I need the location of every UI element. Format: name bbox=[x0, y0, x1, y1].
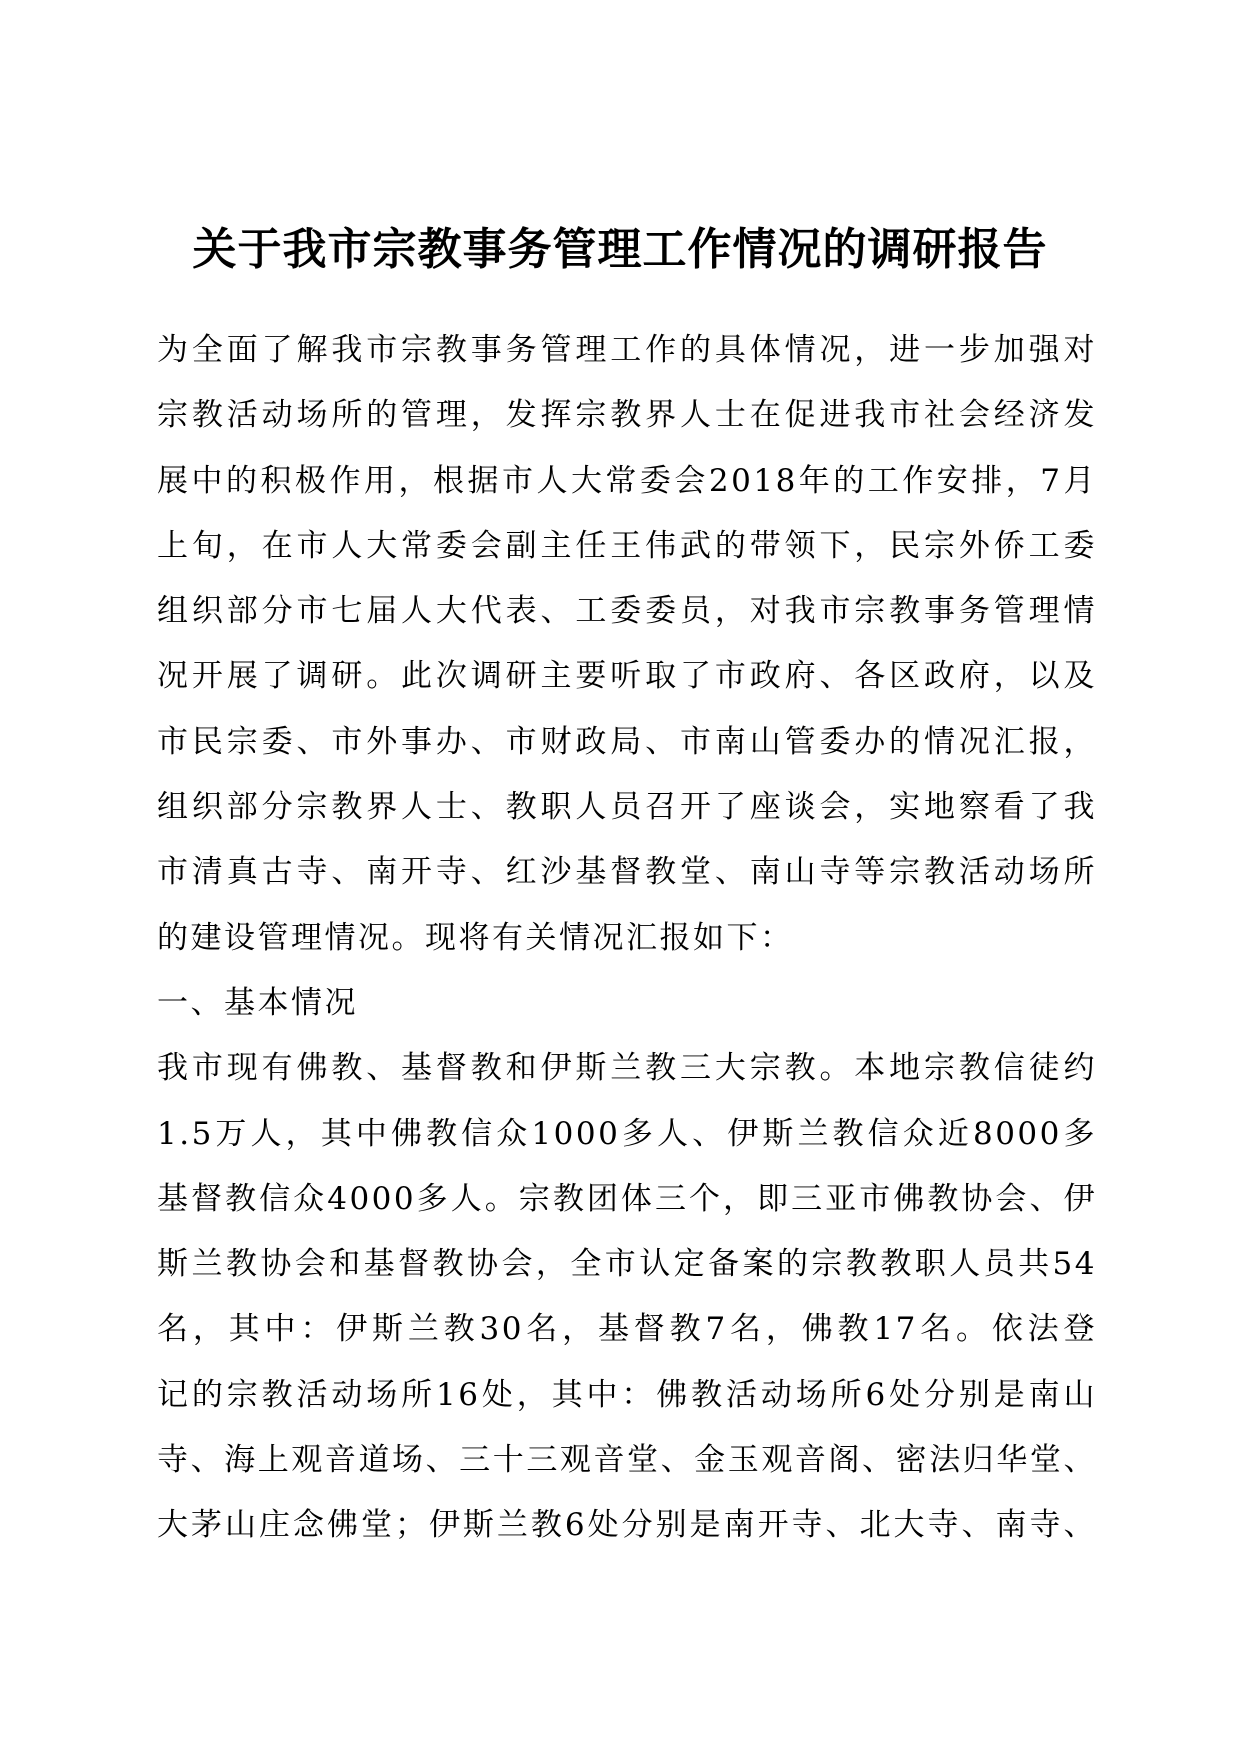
paragraph-line: 为全面了解我市宗教事务管理工作的具体情况，进一步加强对 bbox=[157, 332, 1097, 368]
paragraph-line: 记的宗教活动场所16处，其中：佛教活动场所6处分别是南山 bbox=[157, 1376, 1097, 1413]
paragraph-line: 我市现有佛教、基督教和伊斯兰教三大宗教。本地宗教信徒约 bbox=[157, 1050, 1097, 1087]
paragraph-line: 名，其中：伊斯兰教30名，基督教7名，佛教17名。依法登 bbox=[157, 1311, 1097, 1348]
paragraph-line: 寺、海上观音道场、三十三观音堂、金玉观音阁、密法归华堂、 bbox=[157, 1442, 1097, 1479]
section-heading: 一、基本情况 bbox=[157, 984, 358, 1021]
paragraph-line: 况开展了调研。此次调研主要听取了市政府、各区政府，以及 bbox=[157, 658, 1097, 695]
document-title: 关于我市宗教事务管理工作情况的调研报告 bbox=[192, 224, 1048, 275]
paragraph-line: 市清真古寺、南开寺、红沙基督教堂、南山寺等宗教活动场所 bbox=[157, 854, 1097, 891]
paragraph-line: 1.5万人，其中佛教信众1000多人、伊斯兰教信众近8000多 bbox=[157, 1115, 1097, 1152]
paragraph-line: 宗教活动场所的管理，发挥宗教界人士在促进我市社会经济发 bbox=[157, 397, 1097, 434]
paragraph-line: 基督教信众4000多人。宗教团体三个，即三亚市佛教协会、伊 bbox=[157, 1180, 1097, 1217]
document-body bbox=[157, 318, 1097, 1559]
paragraph-line: 组织部分宗教界人士、教职人员召开了座谈会，实地察看了我 bbox=[157, 789, 1097, 826]
paragraph-line: 上旬，在市人大常委会副主任王伟武的带领下，民宗外侨工委 bbox=[157, 527, 1097, 564]
paragraph-line: 展中的积极作用，根据市人大常委会2018年的工作安排，7月 bbox=[157, 462, 1097, 499]
paragraph-line: 市民宗委、市外事办、市财政局、市南山管委办的情况汇报， bbox=[157, 723, 1097, 760]
paragraph-line: 的建设管理情况。现将有关情况汇报如下： bbox=[157, 919, 794, 956]
paragraph-line: 组织部分市七届人大代表、工委委员，对我市宗教事务管理情 bbox=[157, 593, 1097, 630]
paragraph-line: 斯兰教协会和基督教协会，全市认定备案的宗教教职人员共54 bbox=[157, 1246, 1097, 1283]
paragraph-line: 大茅山庄念佛堂；伊斯兰教6处分别是南开寺、北大寺、南寺、 bbox=[157, 1507, 1097, 1544]
